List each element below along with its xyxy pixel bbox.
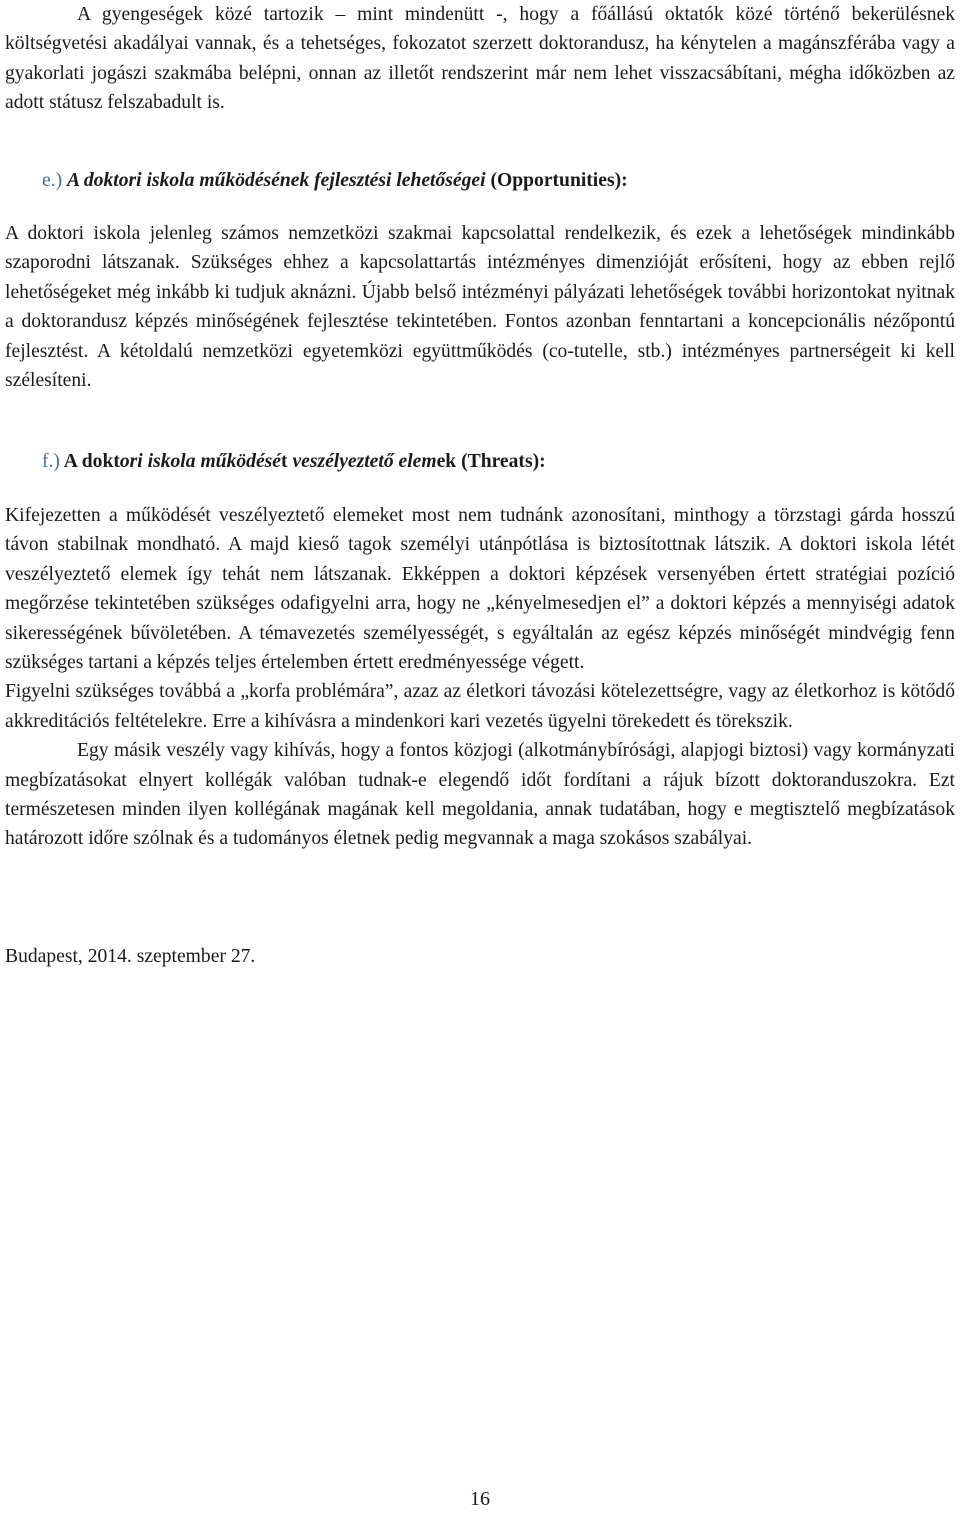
section-f-title-c: t	[281, 451, 293, 473]
paragraph-threats-2: Figyelni szükséges továbbá a „korfa problémára”, azaz az életkori távozási kötelezettségre, vagy az életkorhoz is kötődő akkreditációs feltételekre. Erre a kihívásra a mindenkori kari vezetés ügyelni törekedett és törekszik.	[5, 681, 955, 732]
section-f-heading	[5, 447, 955, 476]
document-date: Budapest, 2014. szeptember 27.	[5, 945, 256, 967]
spacer	[5, 395, 955, 447]
spacer	[5, 195, 955, 219]
paragraph-threats-3: Egy másik veszély vagy kihívás, hogy a fontos közjogi (alkotmánybírósági, alapjogi biztosi) vagy kormányzati megbízatásokat elnyert kollégák valóban tudnak-e elegendő időt fordítani a rájuk bízott doktoranduszokra. Ezt természetesen minden ilyen kollégának magának kell megoldania, annak tudatában, hogy e megtisztelő megbízatások határozott időre szólnak és a tudományos életnek pedig megvannak a maga szokásos szabályai.	[5, 740, 955, 850]
section-f-title-d: veszélyeztető elem	[292, 451, 437, 473]
section-e-title: A doktori iskola működésének fejlesztési lehetőségei	[67, 169, 486, 191]
paragraph-threats-1: Kifejezetten a működését veszélyeztető elemeket most nem tudnánk azonosítani, minthogy a törzstagi gárda hosszú távon stabilnak mondható. A majd kieső tagok személyi utánpótlása is biztosítottnak látszik. A doktori iskola létét veszélyeztető elemek így tehát nem látszanak. Ekképpen a doktori képzések versenyében értett stratégiai pozíció megőrzése tekintetében szükséges odafigyelni arra, hogy ne „kényelmesedjen el” a doktori képzés a mennyiségi adatok sikerességének bűvöletében. A témavezetés személyességét, s egyáltalán az egész képzés minőségét mindvégig fenn szükséges tartani a képzés teljes értelemben értett eredményessége végett.	[5, 504, 955, 673]
spacer	[5, 118, 955, 166]
section-f-title-b: ori iskola működésé	[119, 451, 281, 473]
spacer	[5, 477, 955, 501]
section-e-number: e.)	[42, 169, 63, 191]
section-f-title-e: ek (Threats):	[436, 451, 546, 473]
paragraph-opportunities: A doktori iskola jelenleg számos nemzetközi szakmai kapcsolattal rendelkezik, és ezek a lehetőségek mindinkább szaporodni látszanak. Szükséges ehhez a kapcsolattartás intézményes dimenzióját erősíteni, hogy az ebben rejlő lehetőségeket még inkább ki tudjuk aknázni. Újabb belső intézményi pályázati lehetőségek további horizontokat nyitnak a doktorandusz képzés minőségének fejlesztése tekintetében. Fontos azonban fenntartani a koncepcionális nézőpontú fejlesztést. A kétoldalú nemzetközi egyetemközi együttműködés (co-tutelle, stb.) intézményes partnerségeit ki kell szélesíteni.	[5, 223, 955, 392]
page-number: 16	[470, 1488, 490, 1510]
section-f-number: f.)	[42, 451, 60, 473]
spacer	[5, 854, 955, 942]
section-e-title-tail: (Opportunities):	[490, 169, 628, 191]
section-e-heading	[5, 166, 955, 195]
paragraph-weaknesses: A gyengeségek közé tartozik – mint mindenütt -, hogy a főállású oktatók közé történő bekerülésnek költségvetési akadályai vannak, és a tehetséges, fokozatot szerzett doktorandusz, ha kénytelen a magánszférába vagy a gyakorlati jogászi szakmába belépni, onnan az illetőt rendszerint már nem lehet visszacsábítani, mégha időközben az adott státusz felszabadult is.	[5, 4, 955, 114]
section-f-title-a: A dokt	[63, 451, 120, 473]
document-page	[5, 0, 955, 971]
